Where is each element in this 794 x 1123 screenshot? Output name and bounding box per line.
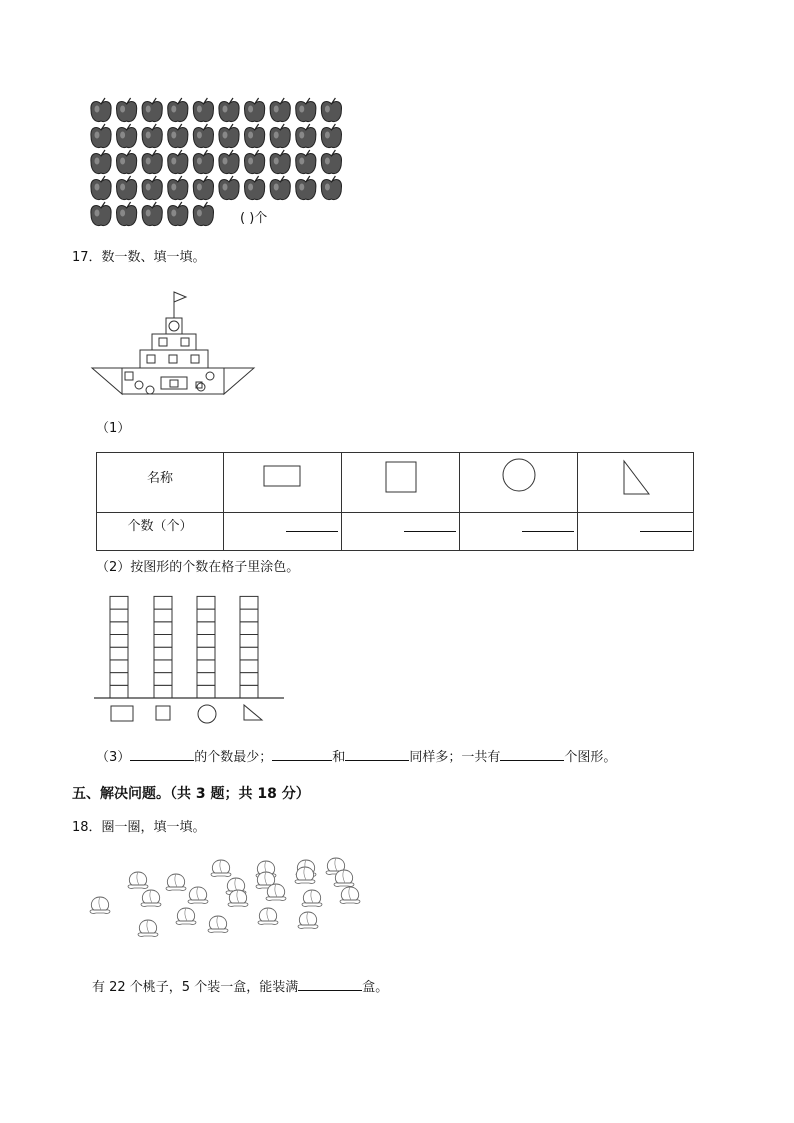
apple-icon [117, 202, 137, 226]
grid-cell[interactable] [154, 660, 172, 673]
grid-cell[interactable] [197, 622, 215, 635]
apple-icon [168, 150, 188, 174]
apple-icon [142, 176, 162, 200]
shape-count-table [96, 452, 694, 551]
peach-icon [302, 890, 322, 906]
grid-cell[interactable] [197, 609, 215, 622]
grid-cell[interactable] [240, 685, 258, 698]
total-shapes-blank[interactable] [500, 748, 564, 761]
apple-icon [321, 98, 341, 122]
apple-icon [193, 150, 213, 174]
apple-icon [245, 124, 265, 148]
apple-icon [219, 150, 239, 174]
grid-cell[interactable] [154, 685, 172, 698]
apple-icon [321, 150, 341, 174]
grid-cell[interactable] [154, 622, 172, 635]
grid-column[interactable] [197, 596, 215, 698]
coloring-grid-chart [94, 594, 284, 724]
apple-icon [296, 98, 316, 122]
peach-icon [208, 916, 228, 932]
apple-icon [193, 202, 213, 226]
grid-cell[interactable] [110, 622, 128, 635]
q18-statement: 有 22 个桃子，5 个装一盒，能装满 盒。 [92, 980, 389, 995]
apple-icon [168, 176, 188, 200]
peach-icon [188, 887, 208, 903]
boat-figure [90, 288, 256, 400]
apple-icon [245, 176, 265, 200]
peach-group [88, 850, 368, 950]
q17-part1-label: （1） [96, 421, 131, 436]
rectangle-shape-cell [224, 453, 342, 513]
apple-icon [117, 150, 137, 174]
apple-icon [270, 124, 290, 148]
grid-cell[interactable] [154, 596, 172, 609]
apple-icon [91, 176, 111, 200]
grid-cell[interactable] [154, 673, 172, 686]
apple-icon [142, 98, 162, 122]
apple-grid [88, 96, 358, 230]
peach-icon [295, 867, 315, 883]
circle-shape-icon [502, 458, 536, 492]
grid-cell[interactable] [154, 647, 172, 660]
table-header-name: 名称 [97, 453, 224, 513]
apple-icon [219, 176, 239, 200]
apple-icon [117, 98, 137, 122]
triangle-shape-cell [578, 453, 694, 513]
grid-cell[interactable] [197, 596, 215, 609]
table-header-count: 个数（个） [97, 513, 224, 551]
apple-icon [270, 150, 290, 174]
apple-icon [296, 176, 316, 200]
triangle-shape-icon [621, 458, 651, 496]
apple-icon [270, 176, 290, 200]
apple-icon [219, 124, 239, 148]
apple-icon [168, 98, 188, 122]
q17-part2-label: （2）按图形的个数在格子里涂色。 [96, 560, 300, 575]
grid-cell[interactable] [110, 660, 128, 673]
apple-icon [193, 98, 213, 122]
triangle-count-blank[interactable] [578, 513, 694, 551]
apple-icon [321, 124, 341, 148]
fewest-shape-blank[interactable] [130, 748, 194, 761]
peach-icon [340, 887, 360, 903]
grid-cell[interactable] [154, 635, 172, 648]
apple-icon [142, 202, 162, 226]
grid-cell[interactable] [240, 635, 258, 648]
apple-icon [245, 98, 265, 122]
grid-cell[interactable] [110, 647, 128, 660]
apple-icon [142, 124, 162, 148]
grid-cell[interactable] [110, 685, 128, 698]
equal-shape-blank-2[interactable] [345, 748, 409, 761]
grid-cell[interactable] [197, 685, 215, 698]
apple-icon [245, 150, 265, 174]
apple-icon [142, 150, 162, 174]
grid-cell[interactable] [197, 647, 215, 660]
peach-icon [141, 890, 161, 906]
square-shape-icon [385, 461, 417, 495]
grid-cell[interactable] [240, 609, 258, 622]
peach-icon [128, 872, 148, 888]
grid-cell[interactable] [197, 660, 215, 673]
peach-icon [334, 870, 354, 886]
peach-icon [298, 912, 318, 928]
apple-icon [296, 150, 316, 174]
apple-icon [168, 202, 188, 226]
square-shape-cell [342, 453, 460, 513]
grid-cell[interactable] [240, 660, 258, 673]
grid-cell[interactable] [110, 596, 128, 609]
boxes-answer-blank[interactable] [298, 978, 362, 991]
grid-cell[interactable] [240, 596, 258, 609]
grid-cell[interactable] [110, 673, 128, 686]
apple-icon [193, 176, 213, 200]
grid-cell[interactable] [154, 609, 172, 622]
apple-icon [296, 124, 316, 148]
peach-icon [228, 890, 248, 906]
triangle-label-icon [244, 705, 262, 720]
apple-icon [117, 176, 137, 200]
q17-part3: （3） 的个数最少； 和 同样多；一共有 个图形。 [96, 750, 617, 765]
apple-icon [91, 124, 111, 148]
apple-icon [91, 202, 111, 226]
grid-column[interactable] [110, 596, 128, 698]
peach-icon [211, 860, 231, 876]
grid-cell[interactable] [240, 647, 258, 660]
peach-icon [90, 897, 110, 913]
square-label-icon [156, 706, 170, 720]
grid-cell[interactable] [197, 635, 215, 648]
grid-column[interactable] [240, 596, 258, 698]
q17-title: 17．数一数、填一填。 [72, 250, 206, 265]
apple-icon [91, 98, 111, 122]
circle-count-blank[interactable] [460, 513, 578, 551]
apple-icon [193, 124, 213, 148]
grid-cell[interactable] [197, 673, 215, 686]
apple-icon [117, 124, 137, 148]
apple-icon [219, 98, 239, 122]
grid-cell[interactable] [110, 609, 128, 622]
square-count-blank[interactable] [342, 513, 460, 551]
peach-icon [138, 920, 158, 936]
apple-icon [168, 124, 188, 148]
grid-column[interactable] [154, 596, 172, 698]
peach-icon [258, 908, 278, 924]
apple-icon [321, 176, 341, 200]
rectangle-label-icon [111, 706, 133, 721]
peach-icon [266, 884, 286, 900]
apple-icon [270, 98, 290, 122]
equal-shape-blank-1[interactable] [272, 748, 332, 761]
rectangle-count-blank[interactable] [224, 513, 342, 551]
section5-title: 五、解决问题。（共 3 题；共 18 分） [72, 786, 310, 802]
apple-icon [91, 150, 111, 174]
grid-cell[interactable] [240, 673, 258, 686]
circle-label-icon [198, 705, 216, 723]
peach-icon [166, 874, 186, 890]
q18-title: 18．圈一圈，填一填。 [72, 820, 206, 835]
circle-shape-cell [460, 453, 578, 513]
apple-count-answer: ( )个 [240, 211, 268, 226]
peach-icon [176, 908, 196, 924]
rectangle-shape-icon [263, 465, 303, 489]
grid-cell[interactable] [110, 635, 128, 648]
grid-cell[interactable] [240, 622, 258, 635]
